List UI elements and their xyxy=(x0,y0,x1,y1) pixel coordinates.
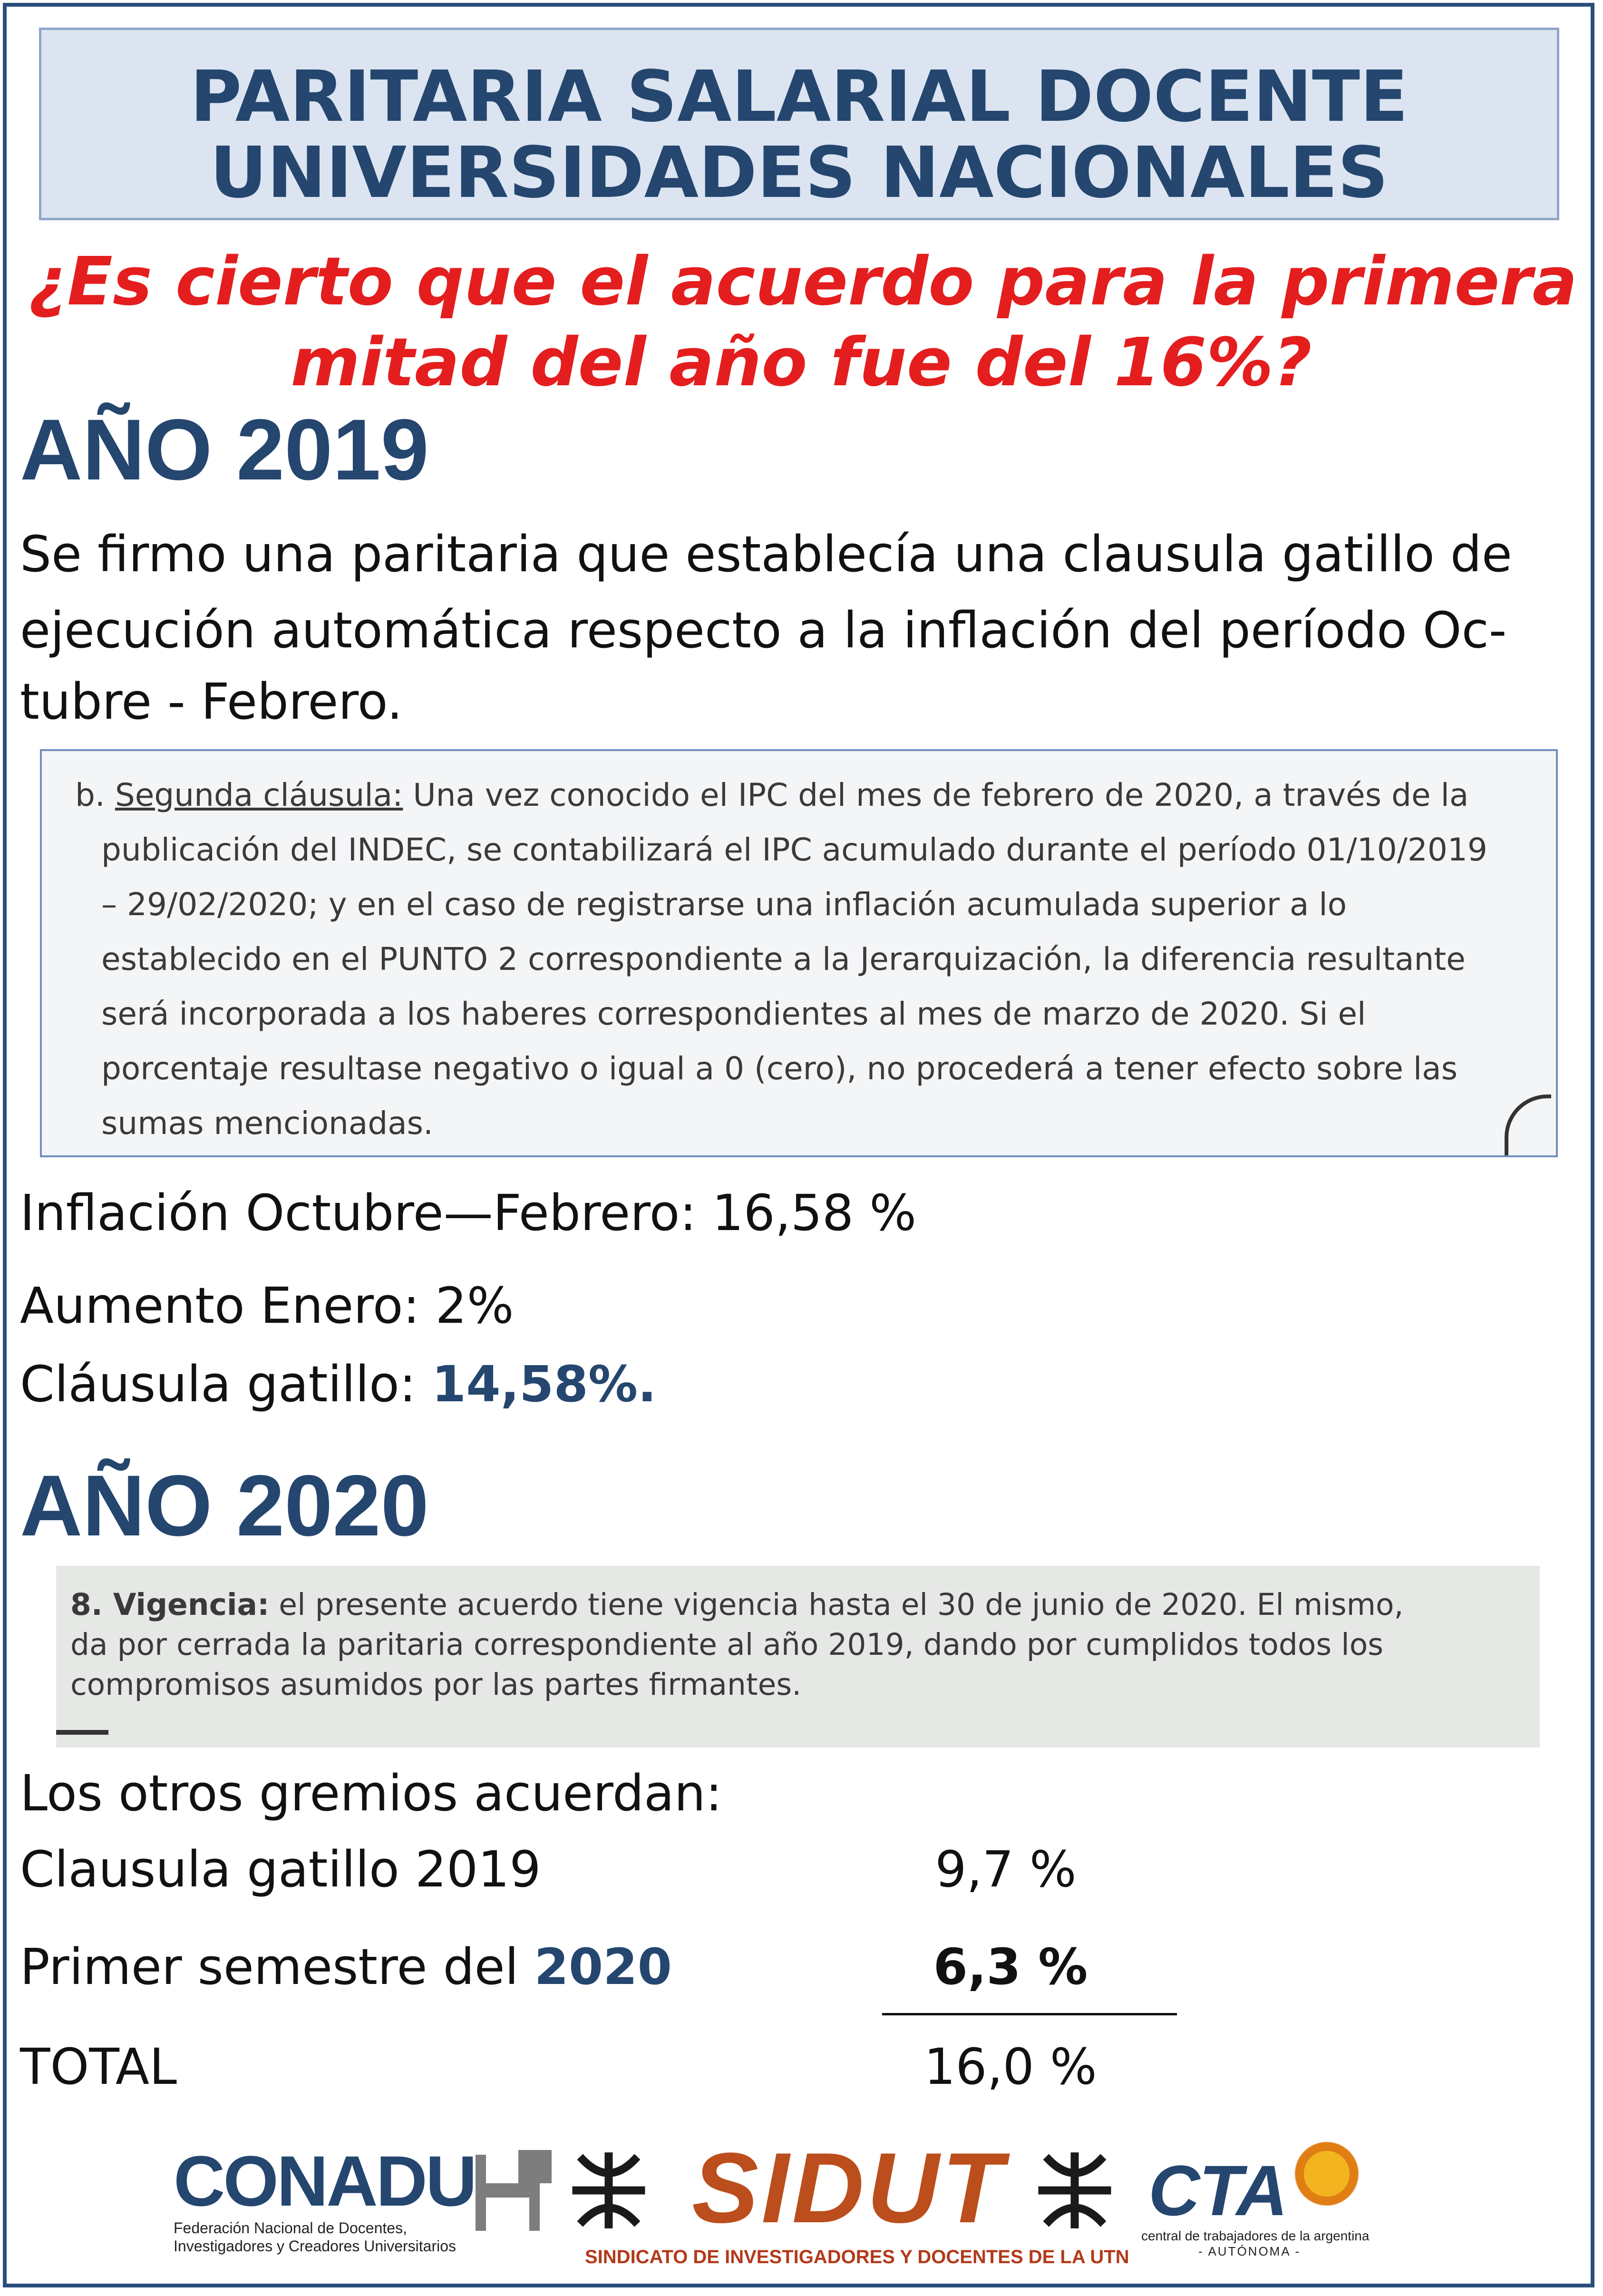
excerpt-2019-item-letter: b. xyxy=(75,777,105,813)
inflation-line: Inflación Octubre—Febrero: 16,58 % xyxy=(20,1184,917,1242)
sidut-logo-text: SIDUT xyxy=(692,2132,1006,2244)
excerpt-2019-line-1 xyxy=(75,768,1468,822)
excerpt-2019-line-6: porcentaje resultase negativo o igual a 0 (cero), no procederá a tener efecto sobre las xyxy=(101,1050,1458,1087)
excerpt-2020-first-rest: el presente acuerdo tiene vigencia hasta el 30 de junio de 2020. El mismo, xyxy=(269,1587,1404,1622)
excerpt-2020-label: 8. Vigencia: xyxy=(70,1587,270,1622)
utn-emblem-icon xyxy=(1034,2150,1115,2231)
total-label: TOTAL xyxy=(20,2038,177,2096)
excerpt-2020-line-1 xyxy=(70,1585,1404,1625)
excerpt-2019-clause xyxy=(40,749,1558,1157)
utn-emblem-icon xyxy=(568,2150,649,2231)
cta-subtitle-autonoma: - AUTÓNOMA - xyxy=(1198,2244,1301,2258)
excerpt-2020-line-2: da por cerrada la paritaria correspondiente al año 2019, dando por cumplidos todos los xyxy=(70,1627,1384,1662)
excerpt-2019-first-rest: Una vez conocido el IPC del mes de febrero de 2020, a través de la xyxy=(403,777,1469,813)
trigger-value: 14,58%. xyxy=(431,1355,657,1413)
excerpt-2020-validity xyxy=(56,1566,1540,1748)
heading-2019: AÑO 2019 xyxy=(20,401,429,498)
sum-rule xyxy=(882,2013,1177,2015)
cta-sun-icon xyxy=(1289,2136,1365,2212)
row1-value: 9,7 % xyxy=(935,1840,1077,1898)
cta-logo-text: CTA xyxy=(1148,2150,1287,2230)
row1-label: Clausula gatillo 2019 xyxy=(20,1840,541,1898)
conadu-subtitle xyxy=(174,2219,456,2255)
excerpt-2019-line-5: será incorporada a los haberes correspondientes al mes de marzo de 2020. Si el xyxy=(101,996,1366,1032)
row2-label-year: 2020 xyxy=(534,1938,672,1996)
question-line-1: ¿Es cierto que el acuerdo para la primera xyxy=(29,243,1577,321)
excerpt-2019-line-2: publicación del INDEC, se contabilizará el IPC acumulado durante el período 01/10/2019 xyxy=(101,831,1487,868)
others-intro: Los otros gremios acuerdan: xyxy=(20,1764,722,1822)
trigger-label: Cláusula gatillo: xyxy=(20,1355,432,1413)
row2-label xyxy=(20,1929,672,2005)
handwritten-mark xyxy=(1505,1094,1551,1157)
excerpt-2019-label: Segunda cláusula: xyxy=(115,777,403,813)
excerpt-2019-line-7: sumas mencionadas. xyxy=(101,1105,434,1142)
paragraph-line-2: ejecución automática respecto a la inflación del período Oc- xyxy=(20,601,1507,659)
row2-value: 6,3 % xyxy=(933,1938,1088,1996)
total-value: 16,0 % xyxy=(924,2038,1097,2096)
increase-line: Aumento Enero: 2% xyxy=(20,1277,514,1335)
cta-subtitle: central de trabajadores de la argentina xyxy=(1141,2228,1370,2243)
trigger-line xyxy=(20,1346,657,1422)
conadu-subtitle-line-1: Federación Nacional de Docentes, xyxy=(174,2219,407,2237)
footer-logos xyxy=(0,2121,1603,2283)
conadu-subtitle-line-2: Investigadores y Creadores Universitarios xyxy=(174,2237,457,2255)
paragraph-line-3: tubre - Febrero. xyxy=(20,673,403,731)
row2-label-prefix: Primer semestre del xyxy=(20,1938,534,1996)
title-line-1: PARITARIA SALARIAL DOCENTE xyxy=(190,56,1409,137)
conadu-square-mark xyxy=(518,2150,552,2183)
cropped-text-fragment xyxy=(56,1730,108,1735)
heading-2020: AÑO 2020 xyxy=(20,1457,429,1554)
conadu-logo-text: CONADU xyxy=(174,2141,476,2221)
excerpt-2019-line-3: – 29/02/2020; y en el caso de registrarse una inflación acumulada superior a lo xyxy=(101,886,1347,923)
excerpt-2020-line-3: compromisos asumidos por las partes firmantes. xyxy=(70,1667,802,1702)
question-line-2: mitad del año fue del 16%? xyxy=(291,324,1312,401)
excerpt-2019-line-4: establecido en el PUNTO 2 correspondiente a la Jerarquización, la diferencia resultante xyxy=(101,941,1466,977)
title-line-2: UNIVERSIDADES NACIONALES xyxy=(210,132,1389,214)
title-banner xyxy=(39,28,1559,220)
paragraph-line-1: Se firmo una paritaria que establecía una clausula gatillo de xyxy=(20,525,1512,583)
sidut-subtitle: SINDICATO DE INVESTIGADORES Y DOCENTES DE LA UTN xyxy=(585,2247,1129,2267)
